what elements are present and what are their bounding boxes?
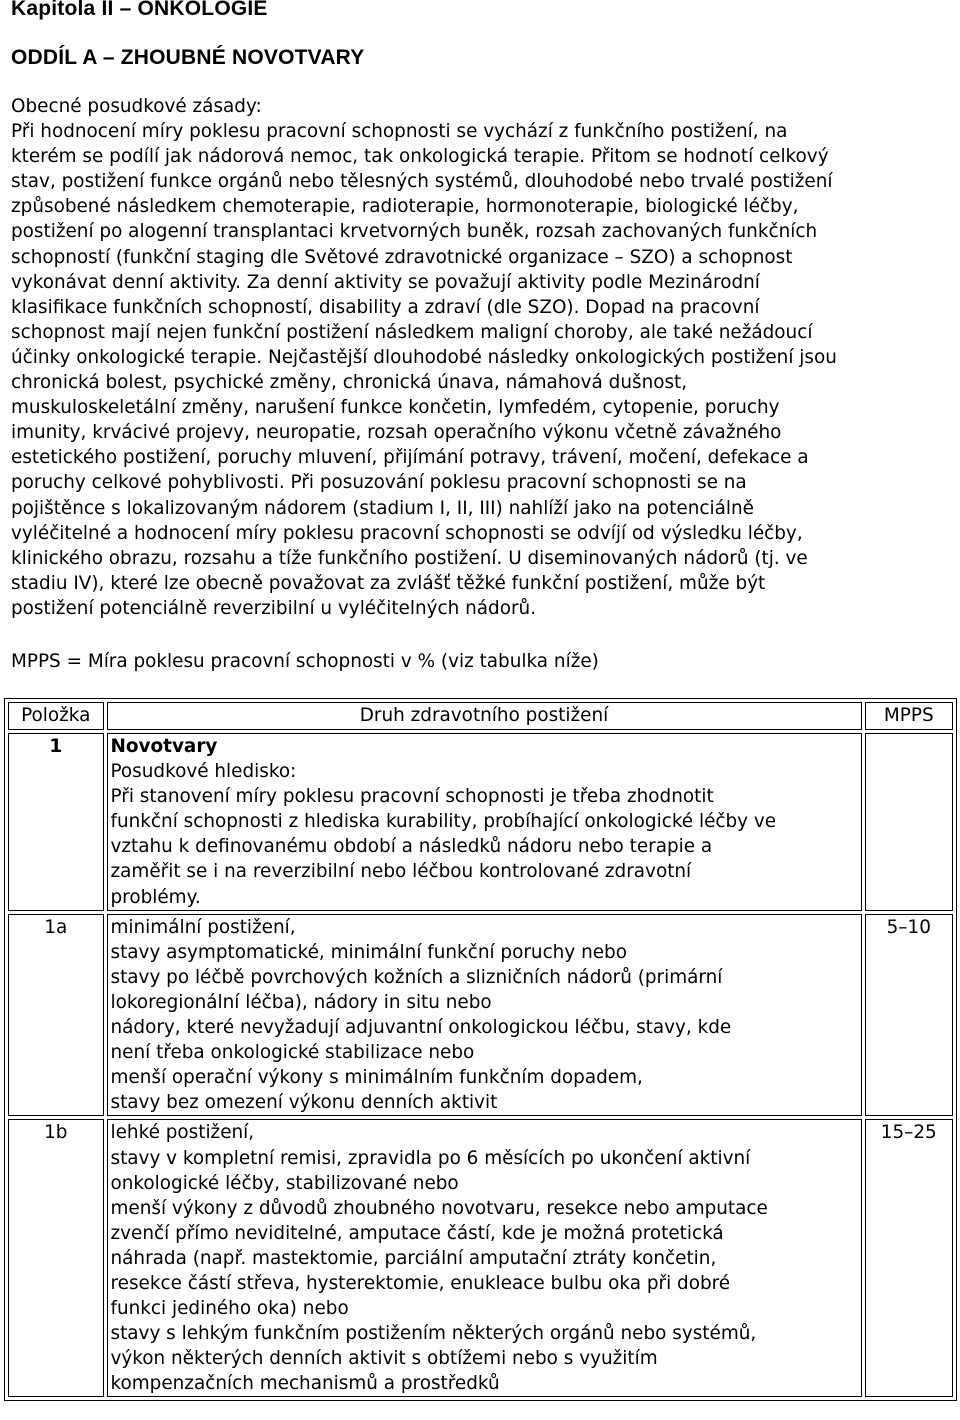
intro-line: schopnost mají nejen funkční postižení následkem maligní choroby, ale také nežádoucí (11, 321, 813, 343)
row-description-line: menší operační výkony s minimálním funkčním dopadem, (110, 1067, 643, 1089)
intro-line: klinického obrazu, rozsahu a tíže funkčního postižení. U diseminovaných nádorů (tj. ve (11, 547, 808, 569)
row-description-line: zvenčí přímo neviditelné, amputace částí, kde je možná protetická (110, 1222, 724, 1244)
row-description-line: onkologické léčby, stabilizované nebo (110, 1172, 459, 1194)
header-disability-type: Druh zdravotního postižení (107, 702, 862, 730)
intro-line: stadiu IV), které lze obecně považovat za zvlášť těžké funkční postižení, může být (11, 572, 766, 594)
section-title: ODDÍL A – ZHOUBNÉ NOVOTVARY (11, 46, 365, 69)
row-description-line: stavy po léčbě povrchových kožních a slizničních nádorů (primární (110, 966, 723, 988)
intro-line: muskuloskeletální změny, narušení funkce končetin, lymfedém, cytopenie, poruchy (11, 397, 780, 419)
intro-line: Obecné posudkové zásady: (11, 96, 262, 117)
row-description-line: Při stanovení míry poklesu pracovní schopnosti je třeba zhodnotit (110, 786, 714, 808)
intro-line: chronická bolest, psychické změny, chronická únava, námahová dušnost, (11, 372, 688, 394)
row-description-line: resekce částí střeva, hysterektomie, enukleace bulbu oka při dobré (110, 1272, 731, 1294)
mpps-definition: MPPS = Míra poklesu pracovní schopnosti v % (viz tabulka níže) (11, 651, 599, 672)
intro-line: vyléčitelné a hodnocení míry poklesu pracovní schopnosti se odvíjí od výsledku léčby, (11, 522, 803, 544)
intro-line: imunity, krvácivé projevy, neuropatie, rozsah operačního výkonu včetně závažného (11, 422, 782, 444)
assessment-table (4, 698, 957, 1401)
row-mpps-value: 15–25 (865, 1119, 953, 1397)
table-row (8, 914, 953, 1117)
row-description-line: stavy s lehkým funkčním postižením některých orgánů nebo systémů, (110, 1323, 757, 1345)
row-description-line: není třeba onkologické stabilizace nebo (110, 1042, 475, 1064)
row-description (107, 733, 862, 911)
intro-line: Při hodnocení míry poklesu pracovní schopnosti se vychází z funkčního postižení, na (11, 121, 788, 143)
intro-line: schopností (funkční staging dle Světové zdravotnické organizace – SZO) a schopnost (11, 246, 793, 268)
intro-line: klasifikace funkčních schopností, disability a zdraví (dle SZO). Dopad na pracovní (11, 296, 760, 318)
row-description-line: nádory, které nevyžadují adjuvantní onkologickou léčbu, stavy, kde (110, 1017, 732, 1039)
header-mpps: MPPS (865, 702, 953, 730)
row-description-line: stavy v kompletní remisi, zpravidla po 6 měsících po ukončení aktivní (110, 1147, 751, 1169)
row-description-line: lehké postižení, (110, 1122, 255, 1144)
row-description-line: problémy. (110, 886, 201, 908)
intro-line: postižení po alogenní transplantaci krvetvorných buněk, rozsah zachovaných funkčních (11, 221, 818, 243)
row-description-line: funkci jediného oka) nebo (110, 1298, 349, 1320)
row-description-line: Posudkové hledisko: (110, 761, 297, 783)
intro-line: postižení potenciálně reverzibilní u vyléčitelných nádorů. (11, 597, 537, 619)
row-description-line: minimální postižení, (110, 916, 296, 938)
row-description-line: náhrada (např. mastektomie, parciální amputační ztráty končetin, (110, 1247, 717, 1269)
row-description-line: vztahu k definovanému období a následků nádoru nebo terapie a (110, 836, 713, 858)
row-description-line: zaměřit se i na reverzibilní nebo léčbou kontrolované zdravotní (110, 861, 692, 883)
intro-line: poruchy celkové pohyblivosti. Při posuzování poklesu pracovní schopnosti se na (11, 472, 747, 494)
row-item-number: 1 (8, 733, 104, 911)
row-description-line: funkční schopnosti z hlediska kurability, probíhající onkologické léčby ve (110, 811, 777, 833)
intro-line: estetického postižení, poruchy mluvení, přijímání potravy, trávení, močení, defekace a (11, 447, 809, 469)
table-header-row (8, 702, 953, 730)
chapter-title: Kapitola II – ONKOLOGIE (11, 0, 268, 20)
row-description (107, 914, 862, 1117)
row-description-line: stavy asymptomatické, minimální funkční poruchy nebo (110, 941, 627, 963)
row-description-line: výkon některých denních aktivit s obtížemi nebo s využitím (110, 1348, 658, 1370)
row-description-line: lokoregionální léčba), nádory in situ nebo (110, 991, 492, 1013)
row-item-number: 1b (8, 1119, 104, 1397)
row-mpps-value: 5–10 (865, 914, 953, 1117)
intro-line: kterém se podílí jak nádorová nemoc, tak onkologická terapie. Přitom se hodnotí celkový (11, 146, 829, 168)
row-item-number: 1a (8, 914, 104, 1117)
table-row (8, 1119, 953, 1397)
table-row (8, 733, 953, 911)
row-mpps-value (865, 733, 953, 911)
intro-line: účinky onkologické terapie. Nejčastější dlouhodobé následky onkologických postižení jsou (11, 346, 837, 368)
row-description-line: kompenzačních mechanismů a prostředků (110, 1373, 500, 1395)
intro-line: stav, postižení funkce orgánů nebo tělesných systémů, dlouhodobé nebo trvalé postižení (11, 171, 833, 193)
row-description-line: stavy bez omezení výkonu denních aktivit (110, 1092, 498, 1114)
row-description (107, 1119, 862, 1397)
intro-line: vykonávat denní aktivity. Za denní aktivity se považují aktivity podle Mezinárodní (11, 271, 760, 293)
intro-line: způsobené následkem chemoterapie, radioterapie, hormonoterapie, biologické léčby, (11, 196, 799, 218)
row-title: Novotvary (110, 736, 218, 757)
intro-line: pojištěnce s lokalizovaným nádorem (stadium I, II, III) nahlíží jako na potenciálně (11, 497, 754, 519)
header-item: Položka (8, 702, 104, 730)
general-principles-text (11, 94, 956, 621)
row-description-line: menší výkony z důvodů zhoubného novotvaru, resekce nebo amputace (110, 1197, 768, 1219)
